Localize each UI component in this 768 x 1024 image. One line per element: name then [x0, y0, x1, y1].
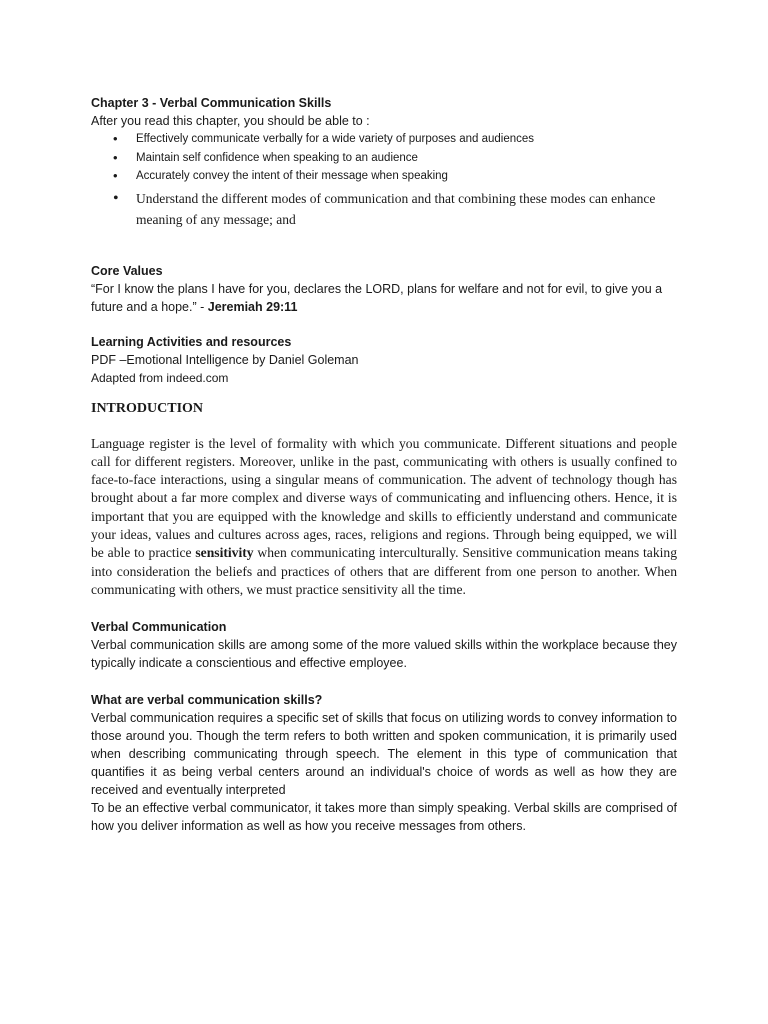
- quote-reference: Jeremiah 29:11: [207, 299, 298, 314]
- list-item: • Effectively communicate verbally for a wide variety of purposes and audiences: [111, 130, 677, 149]
- verbal-heading: Verbal Communication: [91, 620, 227, 635]
- introduction-body: [91, 435, 677, 600]
- what-are-heading: What are verbal communication skills?: [91, 693, 323, 708]
- chapter-intro: After you read this chapter, you should be able to :: [91, 114, 370, 128]
- chapter-title: Chapter 3 - Verbal Communication Skills: [91, 96, 332, 110]
- learning-heading: Learning Activities and resources: [91, 334, 292, 349]
- verbal-body: Verbal communication skills are among some of the more valued skills within the workplace because they typically indicate a conscientious and effective employee.: [91, 638, 677, 671]
- list-item: • Maintain self confidence when speaking to an audience: [111, 149, 677, 168]
- what-are-body-2: To be an effective verbal communicator, it takes more than simply speaking. Verbal skills are comprised of how you deliver information as well as how you receive messages from others.: [91, 801, 677, 834]
- list-item: • Understand the different modes of communication and that combining these modes can enhance meaning of any message; and: [111, 186, 677, 230]
- intro-text-2: when communicating interculturally. Sensitive communication means taking into consideration the beliefs and practices of others that are different from one person to another. When communicating with others, we must practice sensitivity all the time.: [91, 545, 677, 597]
- document-page: [91, 94, 677, 835]
- introduction-heading: INTRODUCTION: [91, 400, 204, 416]
- quote-text: “For I know the plans I have for you, declares the LORD, plans for welfare and not for evil, to give you a future and a hope.” -: [91, 281, 663, 314]
- core-values-quote: [91, 280, 677, 316]
- intro-emphasis: sensitivity: [195, 545, 254, 561]
- learning-line-2: Adapted from indeed.com: [91, 370, 229, 385]
- core-values-heading: Core Values: [91, 263, 163, 278]
- what-are-body-1: Verbal communication requires a specific set of skills that focus on utilizing words to convey information to those around you. Though the term refers to both written and spoken communication, it is primarily used when describing communicating through speech. The element in this type of communication that quantifies it as being verbal centers around an individual's choice of words as well as how they are received and eventually interpreted: [91, 711, 677, 798]
- learning-line-1: PDF –Emotional Intelligence by Daniel Goleman: [91, 352, 359, 367]
- objectives-list: [111, 130, 677, 230]
- intro-text-1: Language register is the level of formality with which you communicate. Different situations and people call for different registers. Moreover, unlike in the past, communicating with others is usually confined to face-to-face interactions, using a singular means of communication. The advent of technology though has brought about a far more complex and diverse ways of communicating and influencing others. Hence, it is important that you are equipped with the knowledge and skills to efficiently understand and communicate your ideas, values and cultures across ages, races, religions and regions. Through being equipped, we will be able to practice: [91, 435, 677, 561]
- list-item: • Accurately convey the intent of their message when speaking: [111, 167, 677, 186]
